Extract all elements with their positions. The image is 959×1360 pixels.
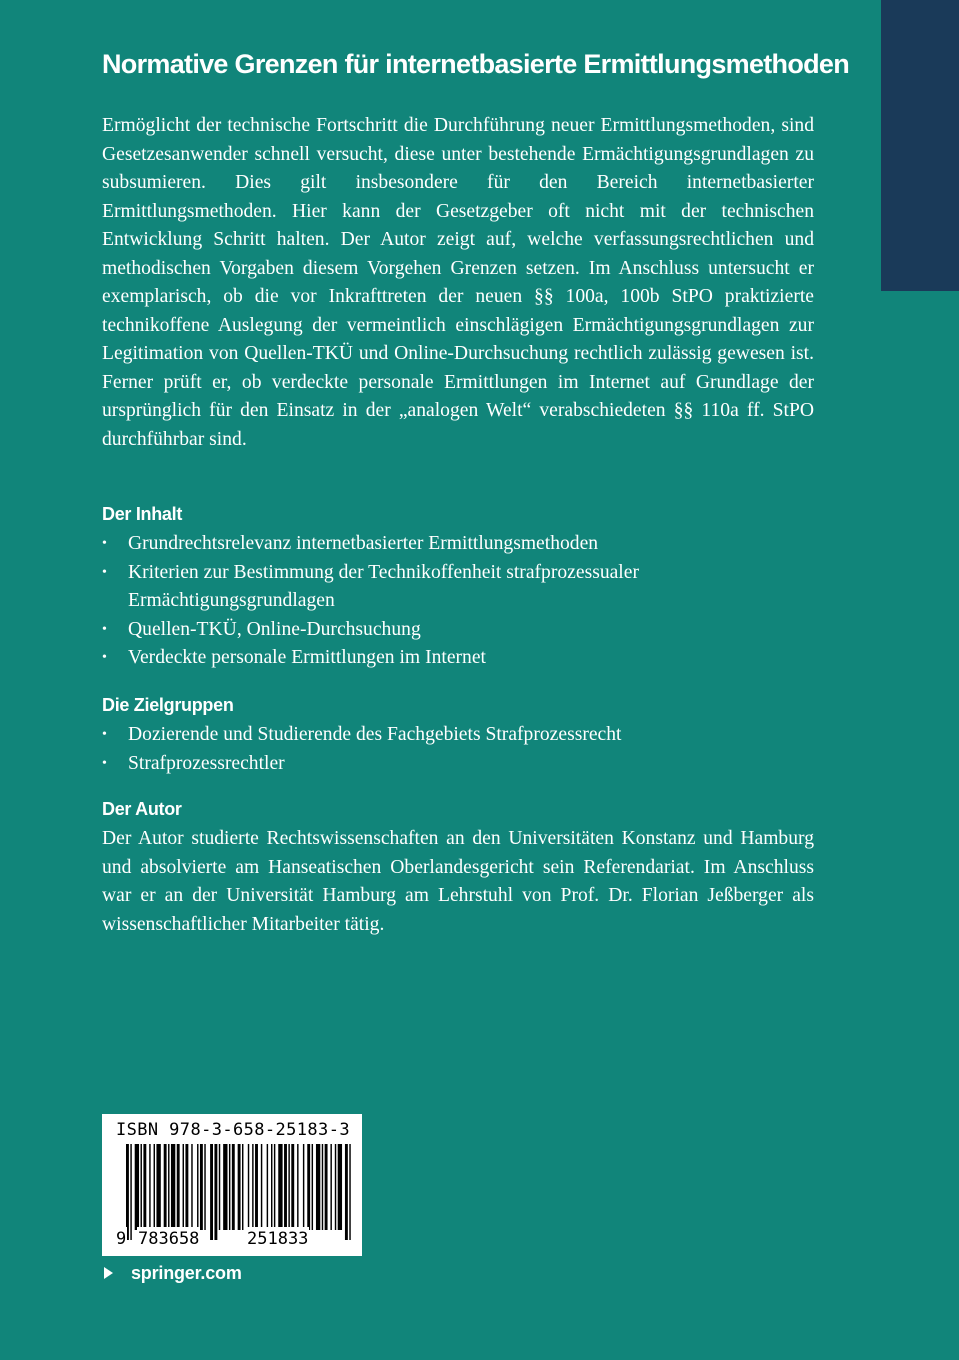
barcode-bar: [214, 1144, 217, 1240]
inhalt-list: [102, 530, 814, 673]
publisher-link-text: springer.com: [131, 1263, 242, 1283]
barcode-bar: [191, 1144, 192, 1230]
list-item: • Grundrechtsrelevanz internetbasierter Ermittlungsmethoden: [102, 530, 814, 559]
barcode-bar: [141, 1144, 142, 1230]
barcode-bar: [248, 1144, 249, 1230]
list-item: • Verdeckte personale Ermittlungen im Internet: [102, 644, 814, 673]
barcode-bar: [303, 1144, 304, 1230]
barcode-bar: [325, 1144, 328, 1230]
list-item: • Kriterien zur Bestimmung der Technikoffenheit strafprozessualer Ermächtigungsgrundlagen: [102, 559, 814, 616]
barcode-bar: [219, 1144, 220, 1230]
bullet-icon: •: [102, 755, 107, 771]
list-item: • Strafprozessrechtler: [102, 750, 814, 779]
list-item: • Dozierende und Studierende des Fachgebiets Strafprozessrecht: [102, 721, 814, 750]
book-title: Normative Grenzen für internetbasierte Ermittlungsmethoden: [102, 49, 850, 79]
bullet-icon: •: [102, 564, 107, 580]
list-item: • Quellen-TKÜ, Online-Durchsuchung: [102, 616, 814, 645]
barcode-bar: [307, 1144, 310, 1230]
barcode-bar: [255, 1144, 258, 1230]
barcode-bar: [183, 1144, 184, 1230]
barcode-bar: [274, 1144, 275, 1230]
intro-paragraph: Ermöglicht der technische Fortschritt die Durchführung neuer Ermittlungsmethoden, sind Gesetzesanwender schnell versucht, diese unter bestehende Ermächtigungsgrundlagen zu subsumieren. Dies gilt insbesondere für den Bereich internetbasierter Ermittlungsmethoden. Hier kann der Gesetzgeber oft nicht mit der technischen Entwicklung Schritt halten. Der Autor zeigt auf, welche verfassungsrechtlichen und methodischen Vorgaben diesem Vorgehen Grenzen setzen. Im Anschluss untersucht er exemplarisch, ob die vor Inkrafttreten der neuen §§ 100a, 100b StPO praktizierte technikoffene Auslegung der vermeintlich einschlägigen Ermächtigungsgrundlagen zur Legitimation von Quellen-TKÜ und Online-Durchsuchung rechtlich zulässig gewesen ist. Ferner prüft er, ob verdeckte personale Ermittlungen im Internet auf Grundlage der ursprünglich für den Einsatz in der „analogen Welt“ verabschiedeten §§ 110a ff. StPO durchführbar sind.: [102, 115, 814, 450]
bullet-icon: •: [102, 536, 107, 551]
barcode-bar: [345, 1144, 348, 1240]
barcode-lead-digit: 9: [116, 1229, 127, 1249]
barcode-bar: [156, 1144, 160, 1230]
barcode-bar: [349, 1144, 350, 1240]
barcode-bar: [143, 1144, 146, 1230]
barcode-bar: [261, 1144, 262, 1230]
barcode-bar: [316, 1144, 320, 1230]
barcode-bar: [278, 1144, 282, 1230]
barcode-bar: [154, 1144, 155, 1230]
barcode-bar: [210, 1144, 213, 1240]
barcode-bar: [164, 1144, 167, 1230]
barcode-bar: [168, 1144, 169, 1230]
barcode-bar: [288, 1144, 289, 1230]
barcode-bar: [322, 1144, 323, 1230]
publisher-link[interactable]: [104, 1261, 242, 1285]
barcode-bar: [126, 1144, 129, 1240]
barcode-bar: [149, 1144, 150, 1230]
zielgruppen-list: [102, 721, 814, 778]
barcode-bar: [297, 1144, 298, 1230]
autor-heading: Der Autor: [102, 799, 182, 819]
barcode-bar: [267, 1144, 268, 1230]
barcode-right-digits: 251833: [247, 1229, 309, 1249]
barcode-bar: [229, 1144, 230, 1230]
barcode-bar: [335, 1144, 336, 1230]
barcode-bar: [252, 1144, 253, 1230]
barcode-left-digits: 783658: [138, 1229, 200, 1249]
barcode-bar: [242, 1144, 243, 1230]
barcode-bar: [312, 1144, 313, 1230]
barcode-bar: [238, 1144, 241, 1230]
barcode-bar: [223, 1144, 227, 1230]
bullet-icon: •: [102, 727, 107, 742]
bullet-icon: •: [102, 650, 107, 665]
bullet-icon: •: [102, 621, 107, 637]
isbn-barcode: [102, 1114, 362, 1256]
zielgruppen-heading: Die Zielgruppen: [102, 695, 234, 715]
barcode-bar: [171, 1144, 175, 1230]
barcode-bar: [271, 1144, 272, 1230]
barcode-bar: [185, 1144, 188, 1230]
barcode-bar: [204, 1144, 205, 1230]
barcode-bar: [197, 1144, 198, 1230]
barcode-bar: [291, 1144, 294, 1230]
barcode-bar: [232, 1144, 235, 1230]
isbn-number: ISBN 978-3-658-25183-3: [116, 1120, 350, 1140]
barcode-bar: [177, 1144, 180, 1230]
triangle-arrow-icon: [104, 1267, 113, 1279]
inhalt-heading: Der Inhalt: [102, 504, 183, 524]
spine-tab: [881, 0, 959, 291]
barcode-bar: [284, 1144, 287, 1230]
barcode-bar: [200, 1144, 203, 1230]
barcode-bar: [135, 1144, 139, 1230]
barcode-bar: [130, 1144, 131, 1240]
author-paragraph: Der Autor studierte Rechtswissenschaften an den Universitäten Konstanz und Hamburg und absolvierte am Hanseatischen Oberlandesgericht sein Referendariat. Im Anschluss war er an der Universität Hamburg am Lehrstuhl von Prof. Dr. Florian Jeßberger als wissenschaftlicher Mitarbeiter tätig.: [102, 828, 814, 935]
barcode-bar: [338, 1144, 342, 1230]
barcode-bar: [330, 1144, 331, 1230]
barcode-digits: [115, 1227, 355, 1251]
